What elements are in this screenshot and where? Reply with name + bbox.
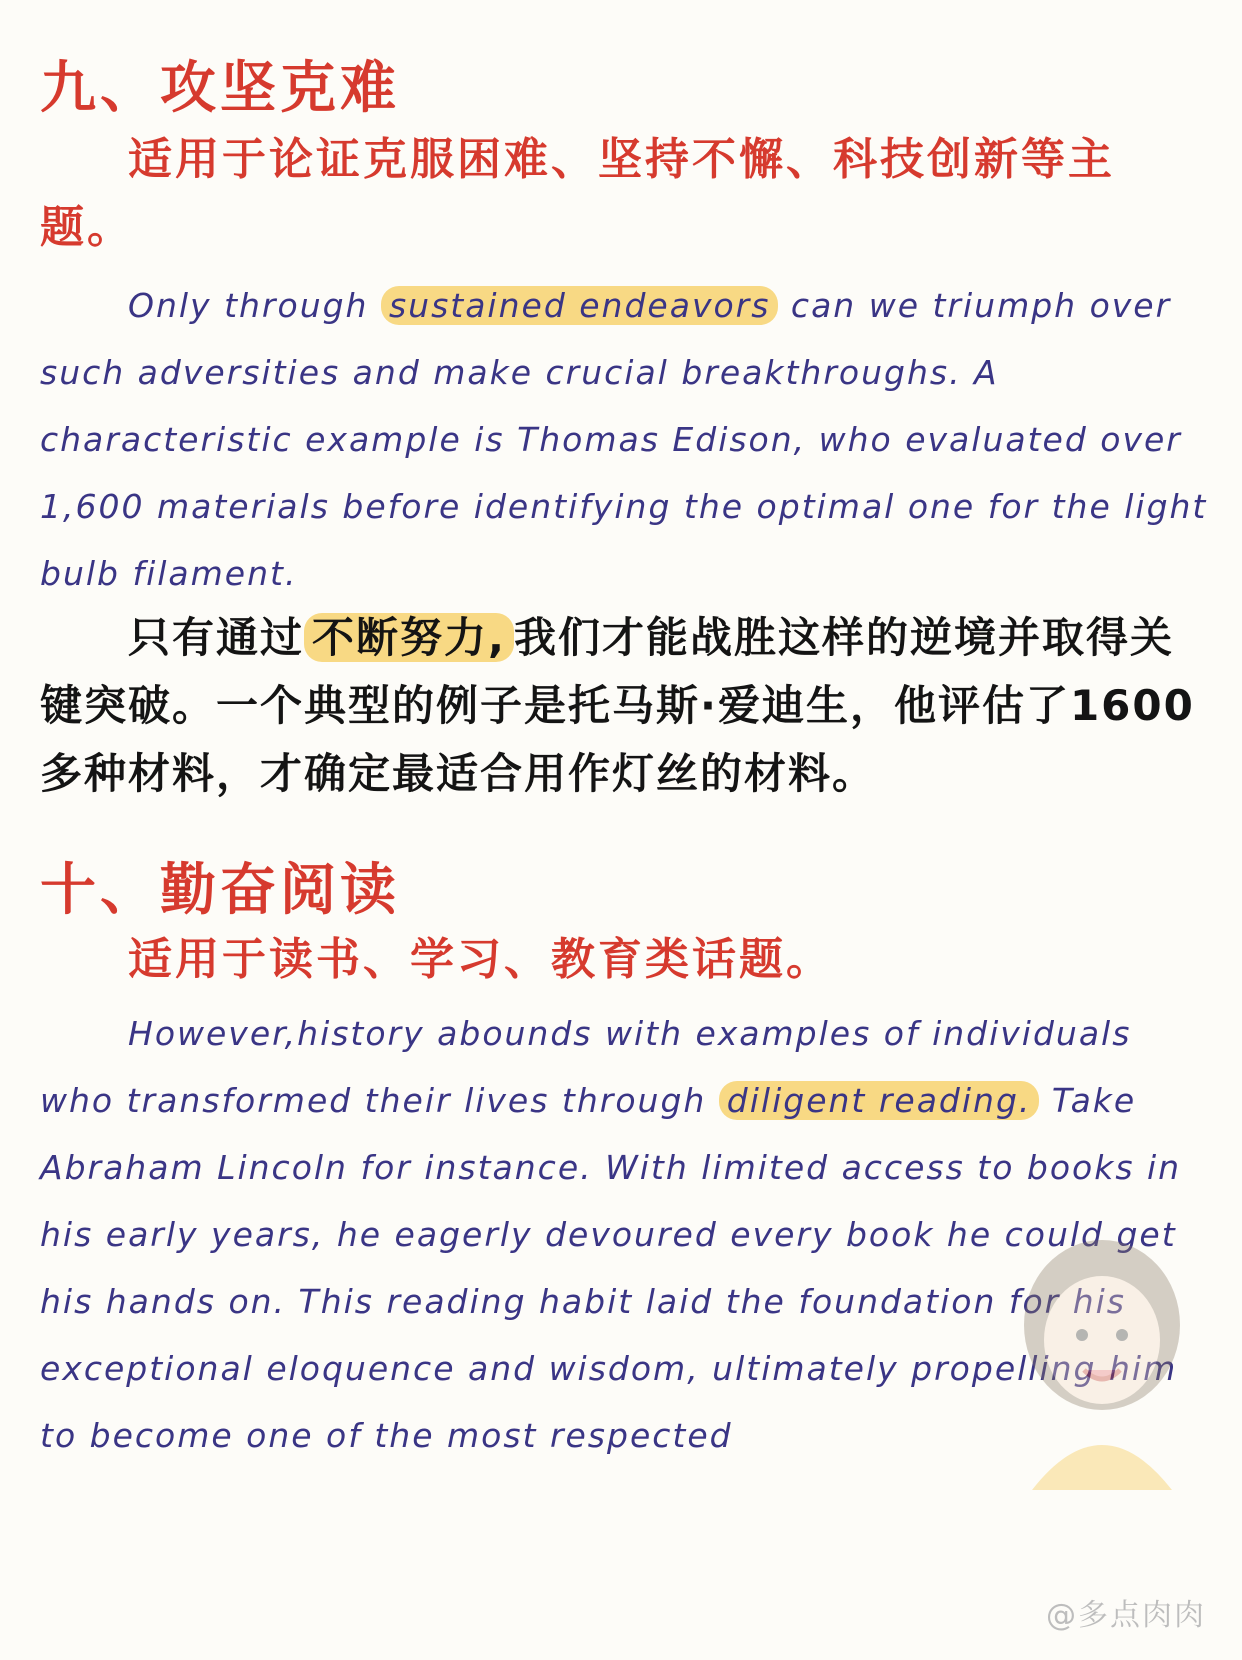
section-9-zh-highlight: 不断努力, xyxy=(304,613,514,662)
section-9-zh-after: 我们才能战胜这样的逆境并取得关键突破。一个典型的例子是托马斯·爱迪生，他评估了1600多种材料，才确定最适合用作灯丝的材料。 xyxy=(40,613,1195,798)
section-9-en-highlight: sustained endeavors xyxy=(381,286,778,325)
section-10-en-after: Take Abraham Lincoln for instance. With limited access to books in his early years, he eagerly devoured every book he could get his hands on. This reading habit laid the foundation for his exceptional eloquence and wisdom, ultimately propelling him to become one of the most respected xyxy=(40,1081,1182,1455)
section-9-en-before: Only through xyxy=(128,286,381,325)
section-9-chinese-paragraph xyxy=(40,604,1210,808)
section-10-subtitle-text: 适用于读书、学习、教育类话题。 xyxy=(128,934,833,985)
section-9-heading: 九、攻坚克难 xyxy=(40,55,400,121)
section-10-heading: 十、勤奋阅读 xyxy=(40,857,400,923)
section-9-english-paragraph xyxy=(40,272,1210,607)
section-9-subtitle-text: 适用于论证克服困难、坚持不懈、科技创新等主题。 xyxy=(40,134,1115,253)
section-10-en-highlight: diligent reading. xyxy=(719,1081,1040,1120)
watermark: @多点肉肉 xyxy=(1046,1598,1206,1633)
section-10-en-before: However,history abounds with examples of individuals who transformed their lives through xyxy=(40,1014,1132,1120)
section-10-subtitle xyxy=(40,926,1200,994)
section-9-subtitle xyxy=(40,126,1200,262)
section-9-zh-before: 只有通过 xyxy=(128,613,305,662)
cartoon-avatar-icon xyxy=(1002,1230,1202,1490)
section-9-en-after: can we triumph over such adversities and make crucial breakthroughs. A characteristic example is Thomas Edison, who evaluated over 1,600 materials before identifying the optimal one for the light bulb filament. xyxy=(40,286,1208,593)
